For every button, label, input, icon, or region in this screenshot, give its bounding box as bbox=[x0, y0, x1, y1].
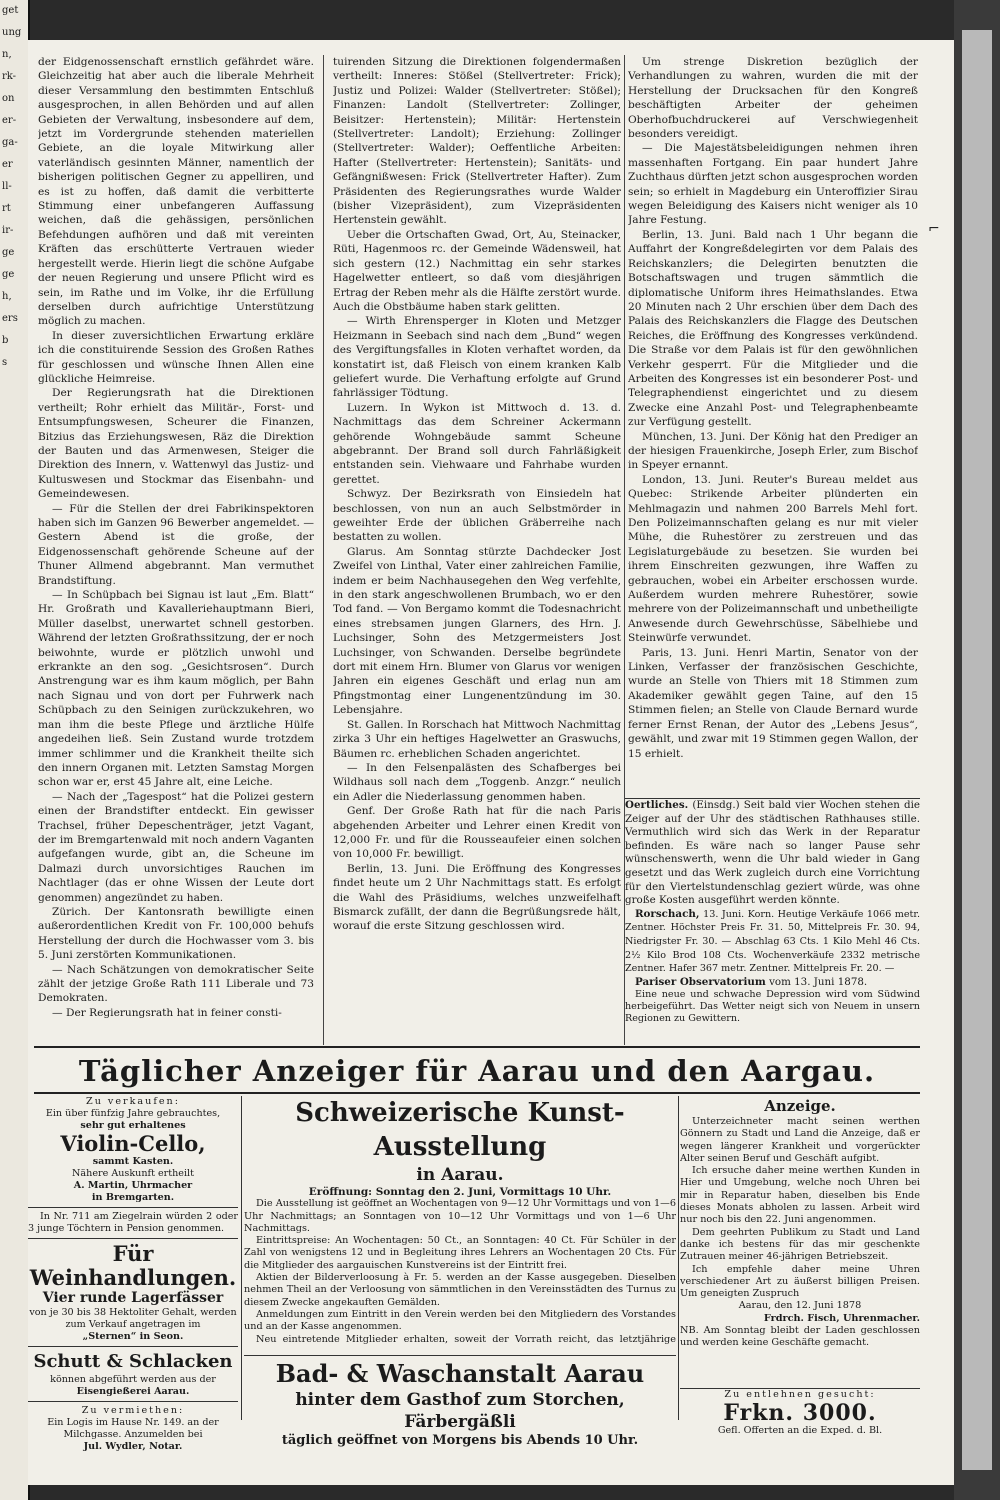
spine-fragment: b bbox=[2, 335, 9, 346]
c3-paragraph: Um strenge Diskretion bezüglich der Verhandlungen zu wahren, wurden die mit der Herstellung der Drucksachen für den Kongreß beschäftigten Arbeiter der geheimen Oberhofbuchdruckerei auf Verschwiegenheit besonders vereidigt. bbox=[628, 56, 918, 141]
pension-ad: In Nr. 711 am Ziegelrain würden 2 oder 3 junge Töchtern in Pension genommen. bbox=[28, 1211, 238, 1234]
art-exhibition-ad bbox=[244, 1096, 676, 1346]
loan-ad-amount: Frkn. 3000. bbox=[723, 1400, 877, 1426]
violin-ad-seller: A. Martin, Uhrmacher bbox=[73, 1180, 193, 1191]
c2-paragraph: — In den Felsenpalästen des Schafberges bei Wildhaus soll nach dem „Toggenb. Anzgr.“ neulich ein Adler die Niederlassung genommen haben. bbox=[333, 761, 621, 803]
wine-ad bbox=[28, 1242, 238, 1343]
violin-ad bbox=[28, 1096, 238, 1204]
wine-ad-place: „Sternen“ in Seon. bbox=[82, 1331, 184, 1342]
art-exhibition-gift: Neu eintretende Mitglieder erhalten, soweit der Vorrath reicht, das letztjährige bbox=[256, 1333, 676, 1345]
bath-ad-hours: täglich geöffnet von Morgens bis Abends 10 Uhr. bbox=[281, 1433, 639, 1448]
rorschach-heading: Rorschach, bbox=[635, 907, 700, 920]
watchmaker-ad-nb: NB. Am Sonntag bleibt der Laden geschlossen und werden keine Geschäfte gemacht. bbox=[680, 1325, 920, 1349]
ads-divider bbox=[241, 1096, 242, 1420]
c2-paragraph: St. Gallen. In Rorschach hat Mittwoch Nachmittag zirka 3 Uhr ein heftiges Hagelwetter an Graswuchs, Bäumen rc. erheblichen Schaden angerichtet. bbox=[333, 718, 621, 760]
bath-ad bbox=[244, 1352, 676, 1448]
c2-paragraph: Genf. Der Große Rath hat für die nach Paris abgehenden Arbeiter und Lehrer einen Kredit von 12,000 Fr. und für die Rousseaufeier einen solchen von 10,000 Fr. bewilligt. bbox=[333, 805, 621, 861]
rorschach-market-text: 13. Juni. Korn. Heutige Verkäufe 1066 metr. Zentner. Höchster Preis Fr. 31. 50, Mittelpreis Fr. 30. 94, Niedrigster Fr. 30. — Abschlag 63 Cts. 1 Kilo Mehl 46 Cts. 2½ Kilo Brod 108 Cts. Wochenverkäufe 2332 metrische Zentner. Hafer 367 metr. Zentner. Mittelpreis Fr. 20. — bbox=[625, 908, 920, 975]
ads-divider bbox=[678, 1096, 679, 1420]
schutt-ad-title: Schutt & Schlacken bbox=[33, 1351, 233, 1372]
watchmaker-ad-title: Anzeige. bbox=[764, 1097, 836, 1115]
c1-paragraph: — Nach der „Tagespost“ hat die Polizei gestern einen der Brandstifter entdeckt. Ein gewisser Trachsel, früher Depeschenträger, jetzt Vagant, der im Bremgartenwald mit noch andern Vaganten aufgefangen wurde, gibt an, die Scheune im Dalmazi durch unvorsichtiges Rauchen im Nachtlager (das er ohne Wissen der Leute dort genommen) angezündet zu haben. bbox=[38, 790, 314, 904]
violin-ad-line4: Nähere Auskunft ertheilt bbox=[72, 1168, 194, 1179]
spine-fragment: get bbox=[2, 5, 19, 16]
c2-paragraph: Ueber die Ortschaften Gwad, Ort, Au, Steinacker, Rüti, Hagenmoos rc. der Gemeinde Wädensweil, hat sich gestern (12.) Nachmittag ein sehr starkes Hagelwetter entleert, so daß vom diesjährigen Ertrag der Reben mehr als die Hälfte zerstört wurde. Auch die Obstbäume haben stark gelitten. bbox=[333, 228, 621, 313]
watchmaker-ad-p2: Ich ersuche daher meine werthen Kunden in Hier und Umgebung, welche noch Uhren bei mir in Reparatur haben, dieselben bis Ende dieses Monats abholen zu lassen. Arbeit wird nur noch bis den 22. Juni angenommen. bbox=[680, 1165, 920, 1226]
spine-fragment: ung bbox=[2, 27, 22, 38]
page-fold-edge bbox=[954, 0, 1000, 1500]
spine-fragment: s bbox=[2, 357, 8, 368]
c3-paragraph: München, 13. Juni. Der König hat den Prediger an der hiesigen Frauenkirche, Joseph Erler, zum Bischof in Speyer ernannt. bbox=[628, 430, 918, 472]
spine-fragment: ge bbox=[2, 247, 15, 258]
bath-ad-title: Bad- & Waschanstalt Aarau bbox=[275, 1359, 645, 1388]
watchmaker-ad-signature: Frdrch. Fisch, Uhrenmacher. bbox=[763, 1312, 920, 1324]
wine-ad-title: Für Weinhandlungen. bbox=[29, 1241, 237, 1290]
watchmaker-ad-date: Aarau, den 12. Juni 1878 bbox=[738, 1300, 862, 1312]
spine-fragment: n, bbox=[2, 49, 12, 60]
art-exhibition-title: Schweizerische Kunst-Ausstellung bbox=[295, 1098, 625, 1162]
c2-paragraph: — Wirth Ehrensperger in Kloten und Metzger Heizmann in Seebach sind nach dem „Bund“ wegen des Vergiftungsfalles in Kloten verhaftet worden, da konstatirt ist, daß Fleisch von einem kranken Kalb geliefert wurde. Die Verhaftung erfolgte auf Grund fahrlässiger Tödtung. bbox=[333, 315, 621, 400]
art-exhibition-prices: Eintrittspreise: An Wochentagen: 50 Ct., an Sonntagen: 40 Ct. Für Schüler in der Zahl von wenigstens 12 und in Begleitung ihres Lehrers an Wochentagen 20 Cts. Für die Mitglieder des aargauischen Kunstvereins ist der Eintritt frei. bbox=[244, 1235, 676, 1271]
logis-ad-name: Jul. Wydler, Notar. bbox=[83, 1441, 183, 1452]
logis-ad bbox=[28, 1405, 238, 1453]
spine-fragment: rt bbox=[2, 203, 11, 214]
c3-paragraph: Berlin, 13. Juni. Bald nach 1 Uhr begann die Auffahrt der Kongreßdelegirten vor dem Palais des Reichskanzlers; die Delegirten benutzten die Botschaftswagen und trugen sämmtlich die diplomatische Uniform ihres Heimathslandes. Etwa 20 Minuten nach 2 Uhr erschien über dem Dach des Palais des Reichskanzlers die Flagge des Deutschen Reiches, die Eröffnung des Kongresses verkündend. Die Straße vor dem Palais ist für den gewöhnlichen Verkehr gesperrt. Für die Mitglieder und die Arbeiten des Kongresses ist ein besonderer Post- und Telegraphendienst eingerichtet und zu diesem Zwecke eine Anzahl Post- und Telegraphenbeamte zur Verfügung gestellt. bbox=[628, 228, 918, 429]
observatory-date: vom 13. Juni 1878. bbox=[769, 975, 868, 988]
wine-ad-text: von je 30 bis 38 Hektoliter Gehalt, werden zum Verkauf angetragen im bbox=[29, 1307, 237, 1330]
violin-ad-line2: sehr gut erhaltenes bbox=[80, 1120, 186, 1131]
watchmaker-ad-p3: Dem geehrten Publikum zu Stadt und Land danke ich bestens für das mir geschenkte Zutrauen meiner 46-jährigen Betriebszeit. bbox=[680, 1226, 920, 1263]
adjacent-page-edge bbox=[0, 0, 30, 1500]
advertiser-title: Täglicher Anzeiger für Aarau und den Aargau. bbox=[78, 1054, 876, 1088]
c1-paragraph: — Nach Schätzungen von demokratischer Seite zählt der jetzige Große Rath 111 Liberale und 73 Demokraten. bbox=[38, 963, 314, 1005]
spine-fragment: er bbox=[2, 159, 13, 170]
spine-fragment: rk- bbox=[2, 71, 17, 82]
column-divider bbox=[323, 55, 324, 1045]
c1-paragraph: Der Regierungsrath hat die Direktionen vertheilt; Rohr erhielt das Militär-, Forst- und Entsumpfungswesen, Scheurer die Finanzen, Bitzius das Erziehungswesen, Räz die Direktion der Bauten und das Armenwesen, Steiger die Direktion des Innern, v. Wattenwyl das Justiz- und Kultuswesen und Stockmar das Eisenbahn- und Gemeindewesen. bbox=[38, 387, 314, 501]
local-news-section bbox=[625, 798, 920, 1044]
spine-fragment: h, bbox=[2, 291, 12, 302]
watchmaker-ad bbox=[680, 1096, 920, 1396]
ads-column-left bbox=[28, 1096, 238, 1496]
c2-paragraph: Luzern. In Wykon ist Mittwoch d. 13. d. Nachmittags das dem Schreiner Ackermann gehörende Wohngebäude sammt Scheune abgebrannt. Der Brand soll durch Fahrläßigkeit entstanden sein. Viehwaare und Fahrhabe wurden gerettet. bbox=[333, 401, 621, 486]
wine-ad-sub: Vier runde Lagerfässer bbox=[42, 1290, 224, 1306]
pencil-mark: ⌐ bbox=[928, 221, 940, 237]
violin-ad-place: in Bremgarten. bbox=[91, 1192, 175, 1203]
spine-fragment: er- bbox=[2, 115, 17, 126]
column-2 bbox=[333, 55, 621, 1045]
art-exhibition-hours: Die Ausstellung ist geöffnet an Wochentagen von 9—12 Uhr Vormittags und von 1—6 Uhr Nachmittags; an Sonntagen von 10—12 Uhr Vormittags und von 1—6 Uhr Nachmittags. bbox=[244, 1198, 676, 1234]
loan-ad-head: Zu entlehnen gesucht: bbox=[724, 1389, 876, 1400]
loan-ad bbox=[680, 1388, 920, 1436]
bath-ad-address: hinter dem Gasthof zum Storchen, Färbergäßli bbox=[295, 1390, 625, 1432]
c3-paragraph: London, 13. Juni. Reuter's Bureau meldet aus Quebec: Strikende Arbeiter plünderten ein Mehlmagazin und nahmen 200 Barrels Mehl fort. Den Polizeimannschaften gelang es nur mit vieler Mühe, die Ruhestörer zu zerstreuen und das Legislaturgebäude zu besetzen. Sie wurden bei ihrem Einschreiten gezwungen, ihre Waffen zu gebrauchen, wobei ein Arbeiter erschossen wurde. Außerdem wurden mehrere Ruhestörer, sowie mehrere von der Polizeimannschaft und unbetheiligte Anwesende durch Gewehrschüsse, Säbelhiebe und Steinwürfe verwundet. bbox=[628, 473, 918, 645]
art-exhibition-lottery: Aktien der Bilderverloosung à Fr. 5. werden an der Kasse ausgegeben. Dieselben nehmen Theil an der Verloosung von sämmtlichen in den Vereinsstädten des Turnus zu diesem Zwecke angekauften Gemälden. bbox=[244, 1272, 676, 1308]
c1-paragraph: — Der Regierungsrath hat in feiner consti- bbox=[52, 1006, 282, 1019]
c2-paragraph: Schwyz. Der Bezirksrath von Einsiedeln hat beschlossen, von nun an auch Selbstmörder in geweihter Erde der üblichen Gräberreihe nach bestatten zu wollen. bbox=[333, 488, 621, 544]
column-1 bbox=[38, 55, 314, 1045]
c1-paragraph: der Eidgenossenschaft ernstlich gefährdet wäre. Gleichzeitig hat aber auch die liberale Mehrheit dieser Versammlung den bestimmten Entschluß ausgesprochen, in allen Behörden und auf allen Gebieten der Verwaltung, insbesondere auf dem, jetzt im Vordergrunde stehenden materiellen Gebiete, an die loyale Mitwirkung aller vaterländisch gesinnten Männer, namentlich der bisherigen politischen Gegner zu appelliren, und es ist zu hoffen, daß damit die verbitterte Stimmung einer unbefangeren Auffassung weichen, daß die gehässigen, persönlichen Befehdungen aufhören und daß mit vereinten Kräften das erschütterte Vertrauen wieder hergestellt werde. Hierin liegt die schöne Aufgabe der neuen Regierung und unsere Pflicht wird es sein, im Rathe und im Volke, ihr die Erfüllung derselben durch aufrichtige Unterstützung möglich zu machen. bbox=[38, 56, 314, 328]
c3-paragraph: — Die Majestätsbeleidigungen nehmen ihren massenhaften Fortgang. Ein paar hundert Jahre Zuchthaus dürften jetzt schon ausgesprochen worden sein; so erhielt in Magdeburg ein Unteroffizier Sirau wegen Beleidigung des Kaisers nicht weniger als 10 Jahre Festung. bbox=[628, 142, 918, 227]
spine-fragment: ir- bbox=[2, 225, 14, 236]
column-3 bbox=[628, 55, 918, 820]
c3-paragraph: Paris, 13. Juni. Henri Martin, Senator von der Linken, Verfasser der französischen Geschichte, wurde an Stelle von Thiers mit 18 Stimmen zum Akademiker gewählt gegen Taine, auf den 15 Stimmen fielen; an Stelle von Claude Bernard wurde ferner Ernst Renan, der Autor des „Lebens Jesus“, gewählt, und zwar mit 19 Stimmen gegen Wallon, der 15 erhielt. bbox=[628, 646, 918, 760]
oertliches-text: (Einsdg.) Seit bald vier Wochen stehen die Zeiger auf der Uhr des städtischen Rathhauses stille. Vermuthlich wird sich das Werk in der Reparatur befinden. Es wäre nach so langer Pause sehr wünschenswerth, wenn die Uhr bald wieder in Gang gesetzt und das Werk zugleich durch eine Vorrichtung für den Viertelstundenschlag geziert würde, was ohne große Kosten ausgeführt werden könnte. bbox=[625, 799, 920, 907]
spine-fragment: ll- bbox=[2, 181, 12, 192]
observatory-heading: Pariser Observatorium bbox=[635, 975, 766, 988]
schutt-ad-text: können abgeführt werden aus der bbox=[50, 1374, 216, 1385]
c2-paragraph: Glarus. Am Sonntag stürzte Dachdecker Jost Zweifel von Linthal, Vater einer zahlreichen Familie, indem er beim Nachhausegehen den Weg verfehlte, in den stark angeschwollenen Brumbach, wo er den Tod fand. — Von Bergamo kommt die Todesnachricht eines strebsamen jungen Glarners, des Hrn. J. Luchsinger, Sohn des Metzgermeisters Jost Luchsinger, von Schwanden. Derselbe begründete dort mit einem Hrn. Blumer von Glarus vor wenigen Jahren ein eigenes Geschäft und erlag nun am Pfingstmontag einer Lungenentzündung im 30. Lebensjahre. bbox=[333, 545, 621, 717]
spine-fragment: on bbox=[2, 93, 15, 104]
violin-ad-name: Violin-Cello, bbox=[60, 1131, 206, 1156]
c1-paragraph: — In Schüpbach bei Signau ist laut „Em. Blatt“ Hr. Großrath und Kavalleriehauptmann Bieri, Müller daselbst, unerwartet schnell gestorben. Während der letzten Großrathssitzung, der er noch beiwohnte, wurde er plötzlich unwohl und erkrankte an den sog. „Gesichtsrosen“. Durch Anstrengung war es ihm kaum möglich, per Bahn nach Signau und von dort per Fuhrwerk nach Schüpbach zu den Seinigen zurückzukehren, wo man ihm die beste Pflege und ärztliche Hülfe angedeihen ließ. Sein Zustand wurde trotzdem immer schlimmer und die Krankheit theilte sich den innern Organen mit. Letzten Samstag Morgen schon war er, erst 45 Jahre alt, eine Leiche. bbox=[38, 589, 314, 789]
watchmaker-ad-p1: Unterzeichneter macht seinen werthen Gönnern zu Stadt und Land die Anzeige, daß er wegen längerer Krankheit und vorgerückter Alter seinen Beruf und Geschäft aufgibt. bbox=[680, 1116, 920, 1164]
art-exhibition-opening: Eröffnung: Sonntag den 2. Juni, Vormittags 10 Uhr. bbox=[308, 1186, 612, 1198]
violin-ad-line3: sammt Kasten. bbox=[92, 1156, 174, 1167]
schutt-ad-place: Eisengießerei Aarau. bbox=[76, 1386, 190, 1397]
spine-fragment: ers bbox=[2, 313, 18, 324]
art-exhibition-sub: in Aarau. bbox=[416, 1165, 504, 1185]
loan-ad-text: Gefl. Offerten an die Exped. d. Bl. bbox=[717, 1425, 883, 1436]
oertliches-heading: Oertliches. bbox=[625, 799, 689, 811]
spine-fragment: ge bbox=[2, 269, 15, 280]
observatory-text: Eine neue und schwache Depression wird vom Südwind herbeigeführt. Das Wetter neigt sich von Neuem in unsern Regionen zu Gewittern. bbox=[625, 989, 920, 1025]
c1-paragraph: In dieser zuversichtlichen Erwartung erkläre ich die constituirende Session des Großen Rathes für geschlossen und wünsche Ihnen Allen eine glückliche Heimreise. bbox=[38, 329, 314, 385]
logis-ad-text: Ein Logis im Hause Nr. 149. an der Milchgasse. Anzumelden bei bbox=[47, 1417, 219, 1440]
schutt-ad bbox=[28, 1350, 238, 1398]
watchmaker-ad-p4: Ich empfehle daher meine Uhren verschiedener Art zu äußerst billigen Preisen. Um geneigten Zuspruch bbox=[680, 1263, 920, 1300]
c1-paragraph: — Für die Stellen der drei Fabrikinspektoren haben sich im Ganzen 96 Bewerber angemeldet. — Gestern Abend ist die große, der Eidgenossenschaft gehörende Scheune auf der Thuner Allmend abgebrannt. Man vermuthet Brandstiftung. bbox=[38, 502, 314, 587]
c1-paragraph: Zürich. Der Kantonsrath bewilligte einen außerordentlichen Kredit von Fr. 100,000 behufs Herstellung der durch die Hochwasser vom 3. bis 5. Juni zerstörten Kommunikationen. bbox=[38, 905, 314, 962]
section-rule bbox=[34, 1046, 920, 1048]
violin-ad-head: Zu verkaufen: bbox=[86, 1096, 180, 1107]
art-exhibition-members: Anmeldungen zum Eintritt in den Verein werden bei den Mitgliedern des Vorstandes und an der Kasse angenommen. bbox=[244, 1308, 676, 1333]
violin-ad-line1: Ein über fünfzig Jahre gebrauchtes, bbox=[45, 1108, 221, 1119]
section-rule bbox=[34, 1092, 920, 1094]
spine-fragment: ga- bbox=[2, 137, 18, 148]
c2-paragraph: tuirenden Sitzung die Direktionen folgendermaßen vertheilt: Inneres: Stößel (Stellvertreter: Frick); Justiz und Polizei: Walder (Stellvertreter: Stößel); Finanzen: Landolt (Stellvertreter: Zollinger, Beisitzer: Hertenstein); Militär: Hertenstein (Stellvertreter: Landolt); Erziehung: Zollinger (Stellvertreter: Walder); Oeffentliche Arbeiten: Hafter (Stellvertreter: Hertenstein); Sanitäts- und Gefängnißwesen: Frick (Stellvertreter Hafter). Zum Präsidenten des Regierungsrathes wurde Walder (bisher Vizepräsident), zum Vizepräsidenten Hertenstein gewählt. bbox=[333, 56, 621, 227]
logis-ad-head: Zu vermiethen: bbox=[81, 1405, 185, 1416]
c2-paragraph: Berlin, 13. Juni. Die Eröffnung des Kongresses findet heute um 2 Uhr Nachmittags statt. Es erfolgt die Wahl des Präsidiums, welches unzweifelhaft Bismarck zufällt, der dann die Begrüßungsrede hält, worauf die erste Sitzung geschlossen wird. bbox=[333, 862, 621, 933]
